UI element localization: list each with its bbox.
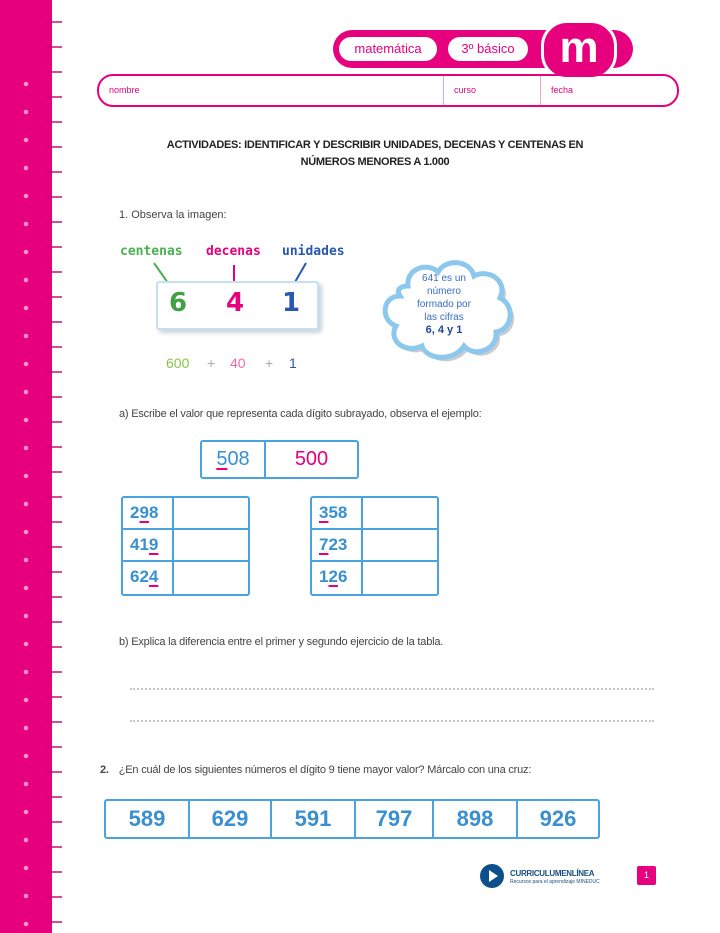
page-title [110,137,640,171]
answer-cell[interactable] [363,498,437,528]
title-line-2: NÚMEROS MENORES A 1.000 [300,156,450,168]
digits: 62 [130,567,149,586]
underlined-digit: 2 [328,567,338,586]
table-number [312,530,363,560]
digits: 8 [148,503,159,522]
subject-chip: matemática [339,37,437,61]
course-label: curso [454,85,477,95]
table-number [123,530,174,560]
example-number [202,442,266,477]
units-digit: 1 [282,288,301,318]
title-line-1: ACTIVIDADES: IDENTIFICAR Y DESCRIBIR UNIDADES, DECENAS Y CENTENAS EN [166,139,584,151]
footer-brand: CURRICULUMENLÍNEA [510,869,595,878]
question-text: ¿En cuál de los siguientes números el dígito 9 tiene mayor valor? Márcalo con una cruz: [118,764,532,776]
answer-cell[interactable] [363,530,437,560]
cloud-line: número [427,286,461,297]
cloud-line: las cifras [424,312,464,323]
example-answer: 500 [294,448,329,470]
digits: 6 [337,567,348,586]
date-label: fecha [551,85,574,95]
digits: 58 [328,503,348,522]
digits: 41 [130,535,149,554]
tens-label: decenas [206,244,261,259]
answer-cell[interactable] [174,562,248,594]
option-898[interactable]: 898 [434,801,518,837]
table-row [123,562,248,594]
spiral-binding [46,0,62,933]
option-926[interactable]: 926 [539,806,577,831]
cloud-line: 641 es un [422,273,466,284]
example-box [200,440,359,479]
number-options [104,799,600,839]
digits: 1 [319,567,329,586]
play-logo-icon [480,864,504,888]
underlined-digit: 5 [216,448,228,470]
table-number [312,562,363,594]
date-field[interactable] [541,76,679,105]
answer-line[interactable] [130,688,654,690]
name-field[interactable] [99,76,444,105]
option-797[interactable]: 797 [356,801,434,837]
option-591[interactable]: 591 [272,801,356,837]
units-label: unidades [282,244,345,259]
underlined-digit: 3 [319,503,329,522]
cloud-text [384,272,504,337]
question-1-prompt: 1. Observa la imagen: [119,209,227,221]
hundreds-value: 600 [166,355,190,371]
value-table-left [121,496,250,596]
underlined-digit: 9 [139,503,149,522]
footer-tagline: Recursos para el aprendizaje MINEDUC [510,879,600,885]
answer-cell[interactable] [174,498,248,528]
units-value: 1 [289,355,297,371]
page-number: 1 [637,866,656,885]
table-row [312,562,437,594]
option-629[interactable]: 629 [190,801,272,837]
table-number [312,498,363,528]
answer-cell[interactable] [363,562,437,594]
table-row [123,498,248,530]
student-info-bar [97,74,679,107]
decorative-dots [12,70,48,930]
answer-cell[interactable] [174,530,248,560]
table-number [123,562,174,594]
number-rest: 08 [227,448,250,470]
plus-sign: + [207,355,216,371]
option-589[interactable]: 589 [106,801,190,837]
hundreds-digit: 6 [169,288,188,318]
part-a-prompt: a) Escribe el valor que representa cada dígito subrayado, observa el ejemplo: [119,408,482,420]
table-row [312,498,437,530]
name-label: nombre [109,85,140,95]
table-row [312,530,437,562]
table-number [123,498,174,528]
question-number: 2. [100,764,109,776]
value-table-right [310,496,439,596]
cloud-line: formado por [417,299,471,310]
digits: 23 [328,535,348,554]
course-field[interactable] [444,76,541,105]
cloud-digits: 6, 4 y 1 [425,324,463,336]
underlined-digit: 7 [319,535,329,554]
tens-value: 40 [230,355,246,371]
tens-digit: 4 [226,288,245,318]
part-b-prompt: b) Explica la diferencia entre el primer y segundo ejercicio de la tabla. [119,636,444,648]
underlined-digit: 9 [148,535,159,554]
plus-sign: + [265,355,274,371]
question-2-prompt [100,764,531,776]
math-logo-icon: m [541,20,617,80]
grade-chip: 3º básico [448,37,528,61]
table-row [123,530,248,562]
underlined-digit: 4 [148,567,159,586]
hundreds-label: centenas [120,244,183,259]
digits: 2 [130,503,140,522]
answer-line[interactable] [130,720,654,722]
